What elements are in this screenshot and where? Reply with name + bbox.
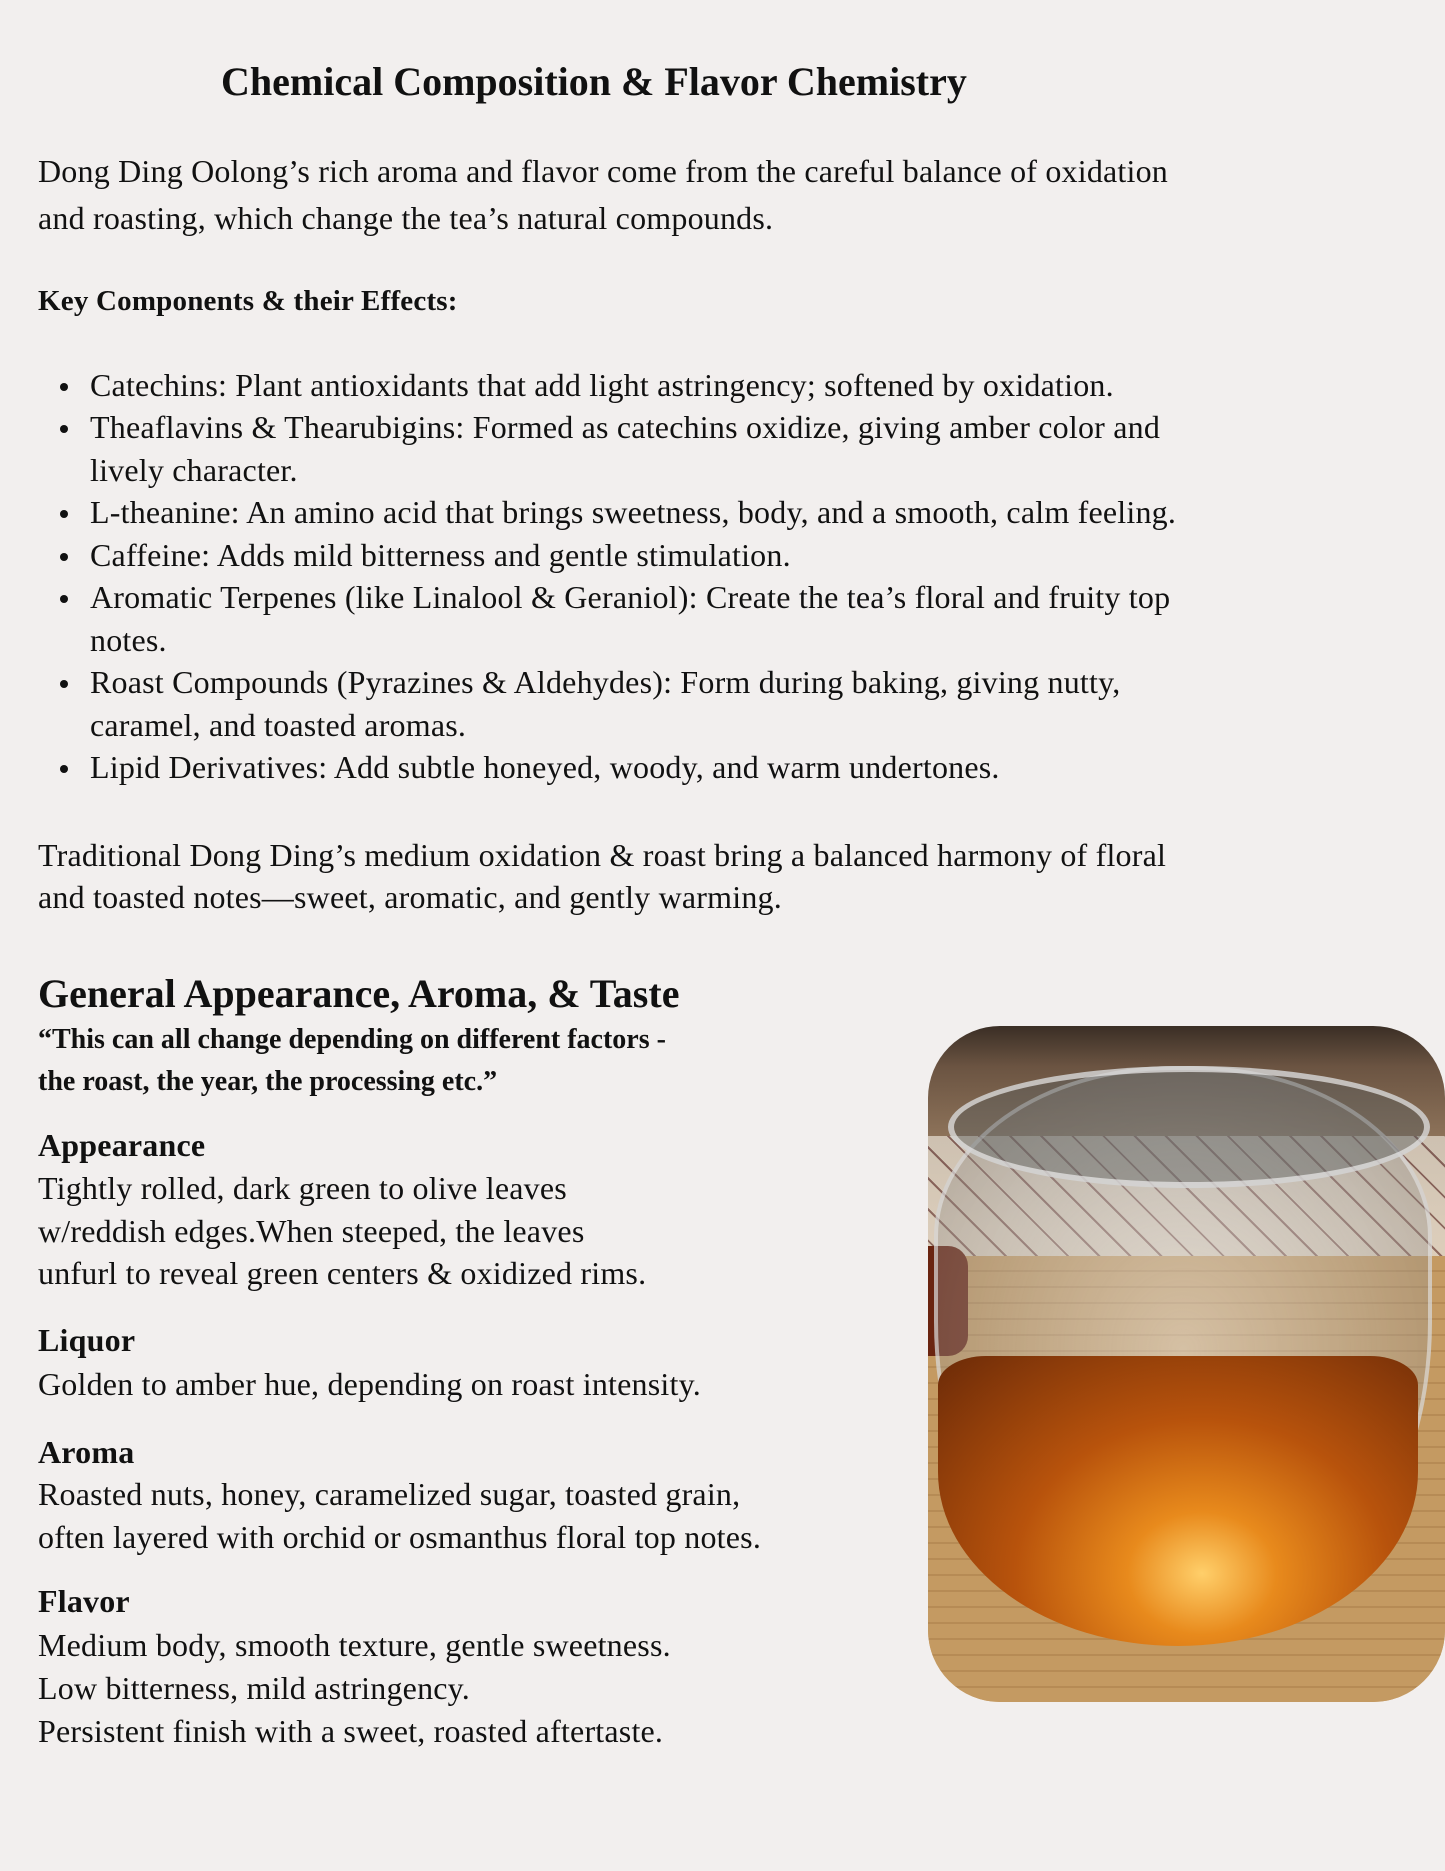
list-item-cont: notes.	[90, 622, 167, 658]
liquor-label: Liquor	[38, 1322, 136, 1358]
quote-line: the roast, the year, the processing etc.”	[38, 1066, 498, 1097]
list-item: L-theanine: An amino acid that brings sweetness, body, and a smooth, calm feeling.	[90, 494, 1177, 530]
list-item: Lipid Derivatives: Add subtle honeyed, woody, and warm undertones.	[90, 749, 1000, 785]
section-heading: General Appearance, Aroma, & Taste	[38, 971, 680, 1016]
bullet-icon	[60, 765, 68, 773]
bullet-icon	[60, 595, 68, 603]
key-components-heading: Key Components & their Effects:	[38, 285, 458, 317]
page-title: Chemical Composition & Flavor Chemistry	[221, 59, 967, 104]
list-item: Aromatic Terpenes (like Linalool & Geraniol): Create the tea’s floral and fruity top	[90, 579, 1171, 615]
aroma-text: often layered with orchid or osmanthus floral top notes.	[38, 1519, 762, 1555]
list-item: Theaflavins & Thearubigins: Formed as catechins oxidize, giving amber color and	[90, 409, 1161, 445]
flavor-text: Low bitterness, mild astringency.	[38, 1670, 470, 1706]
bullet-icon	[60, 553, 68, 561]
appearance-label: Appearance	[38, 1127, 206, 1163]
list-item: Catechins: Plant antioxidants that add light astringency; softened by oxidation.	[90, 367, 1114, 403]
list-item-cont: lively character.	[90, 452, 298, 488]
bullet-icon	[60, 680, 68, 688]
flavor-text: Persistent finish with a sweet, roasted aftertaste.	[38, 1713, 664, 1749]
list-item: Caffeine: Adds mild bitterness and gentle stimulation.	[90, 537, 791, 573]
appearance-text: unfurl to reveal green centers & oxidized rims.	[38, 1255, 647, 1291]
pitcher-rim	[948, 1066, 1430, 1188]
appearance-text: w/reddish edges.When steeped, the leaves	[38, 1213, 585, 1249]
quote-line: “This can all change depending on different factors -	[38, 1024, 666, 1055]
tea-pitcher-photo	[928, 1026, 1445, 1702]
intro-line: and roasting, which change the tea’s natural compounds.	[38, 200, 774, 236]
bullet-icon	[60, 383, 68, 391]
flavor-label: Flavor	[38, 1583, 130, 1619]
liquor-text: Golden to amber hue, depending on roast intensity.	[38, 1366, 701, 1402]
bullet-icon	[60, 425, 68, 433]
appearance-text: Tightly rolled, dark green to olive leaves	[38, 1170, 567, 1206]
aroma-text: Roasted nuts, honey, caramelized sugar, toasted grain,	[38, 1476, 741, 1512]
flavor-text: Medium body, smooth texture, gentle sweetness.	[38, 1627, 671, 1663]
list-item-cont: caramel, and toasted aromas.	[90, 707, 467, 743]
intro-line: Dong Ding Oolong’s rich aroma and flavor come from the careful balance of oxidation	[38, 153, 1169, 189]
bullet-icon	[60, 510, 68, 518]
aroma-label: Aroma	[38, 1434, 135, 1470]
list-item: Roast Compounds (Pyrazines & Aldehydes): Form during baking, giving nutty,	[90, 664, 1121, 700]
conclusion-line: and toasted notes—sweet, aromatic, and gently warming.	[38, 879, 782, 915]
conclusion-line: Traditional Dong Ding’s medium oxidation & roast bring a balanced harmony of floral	[38, 837, 1167, 873]
